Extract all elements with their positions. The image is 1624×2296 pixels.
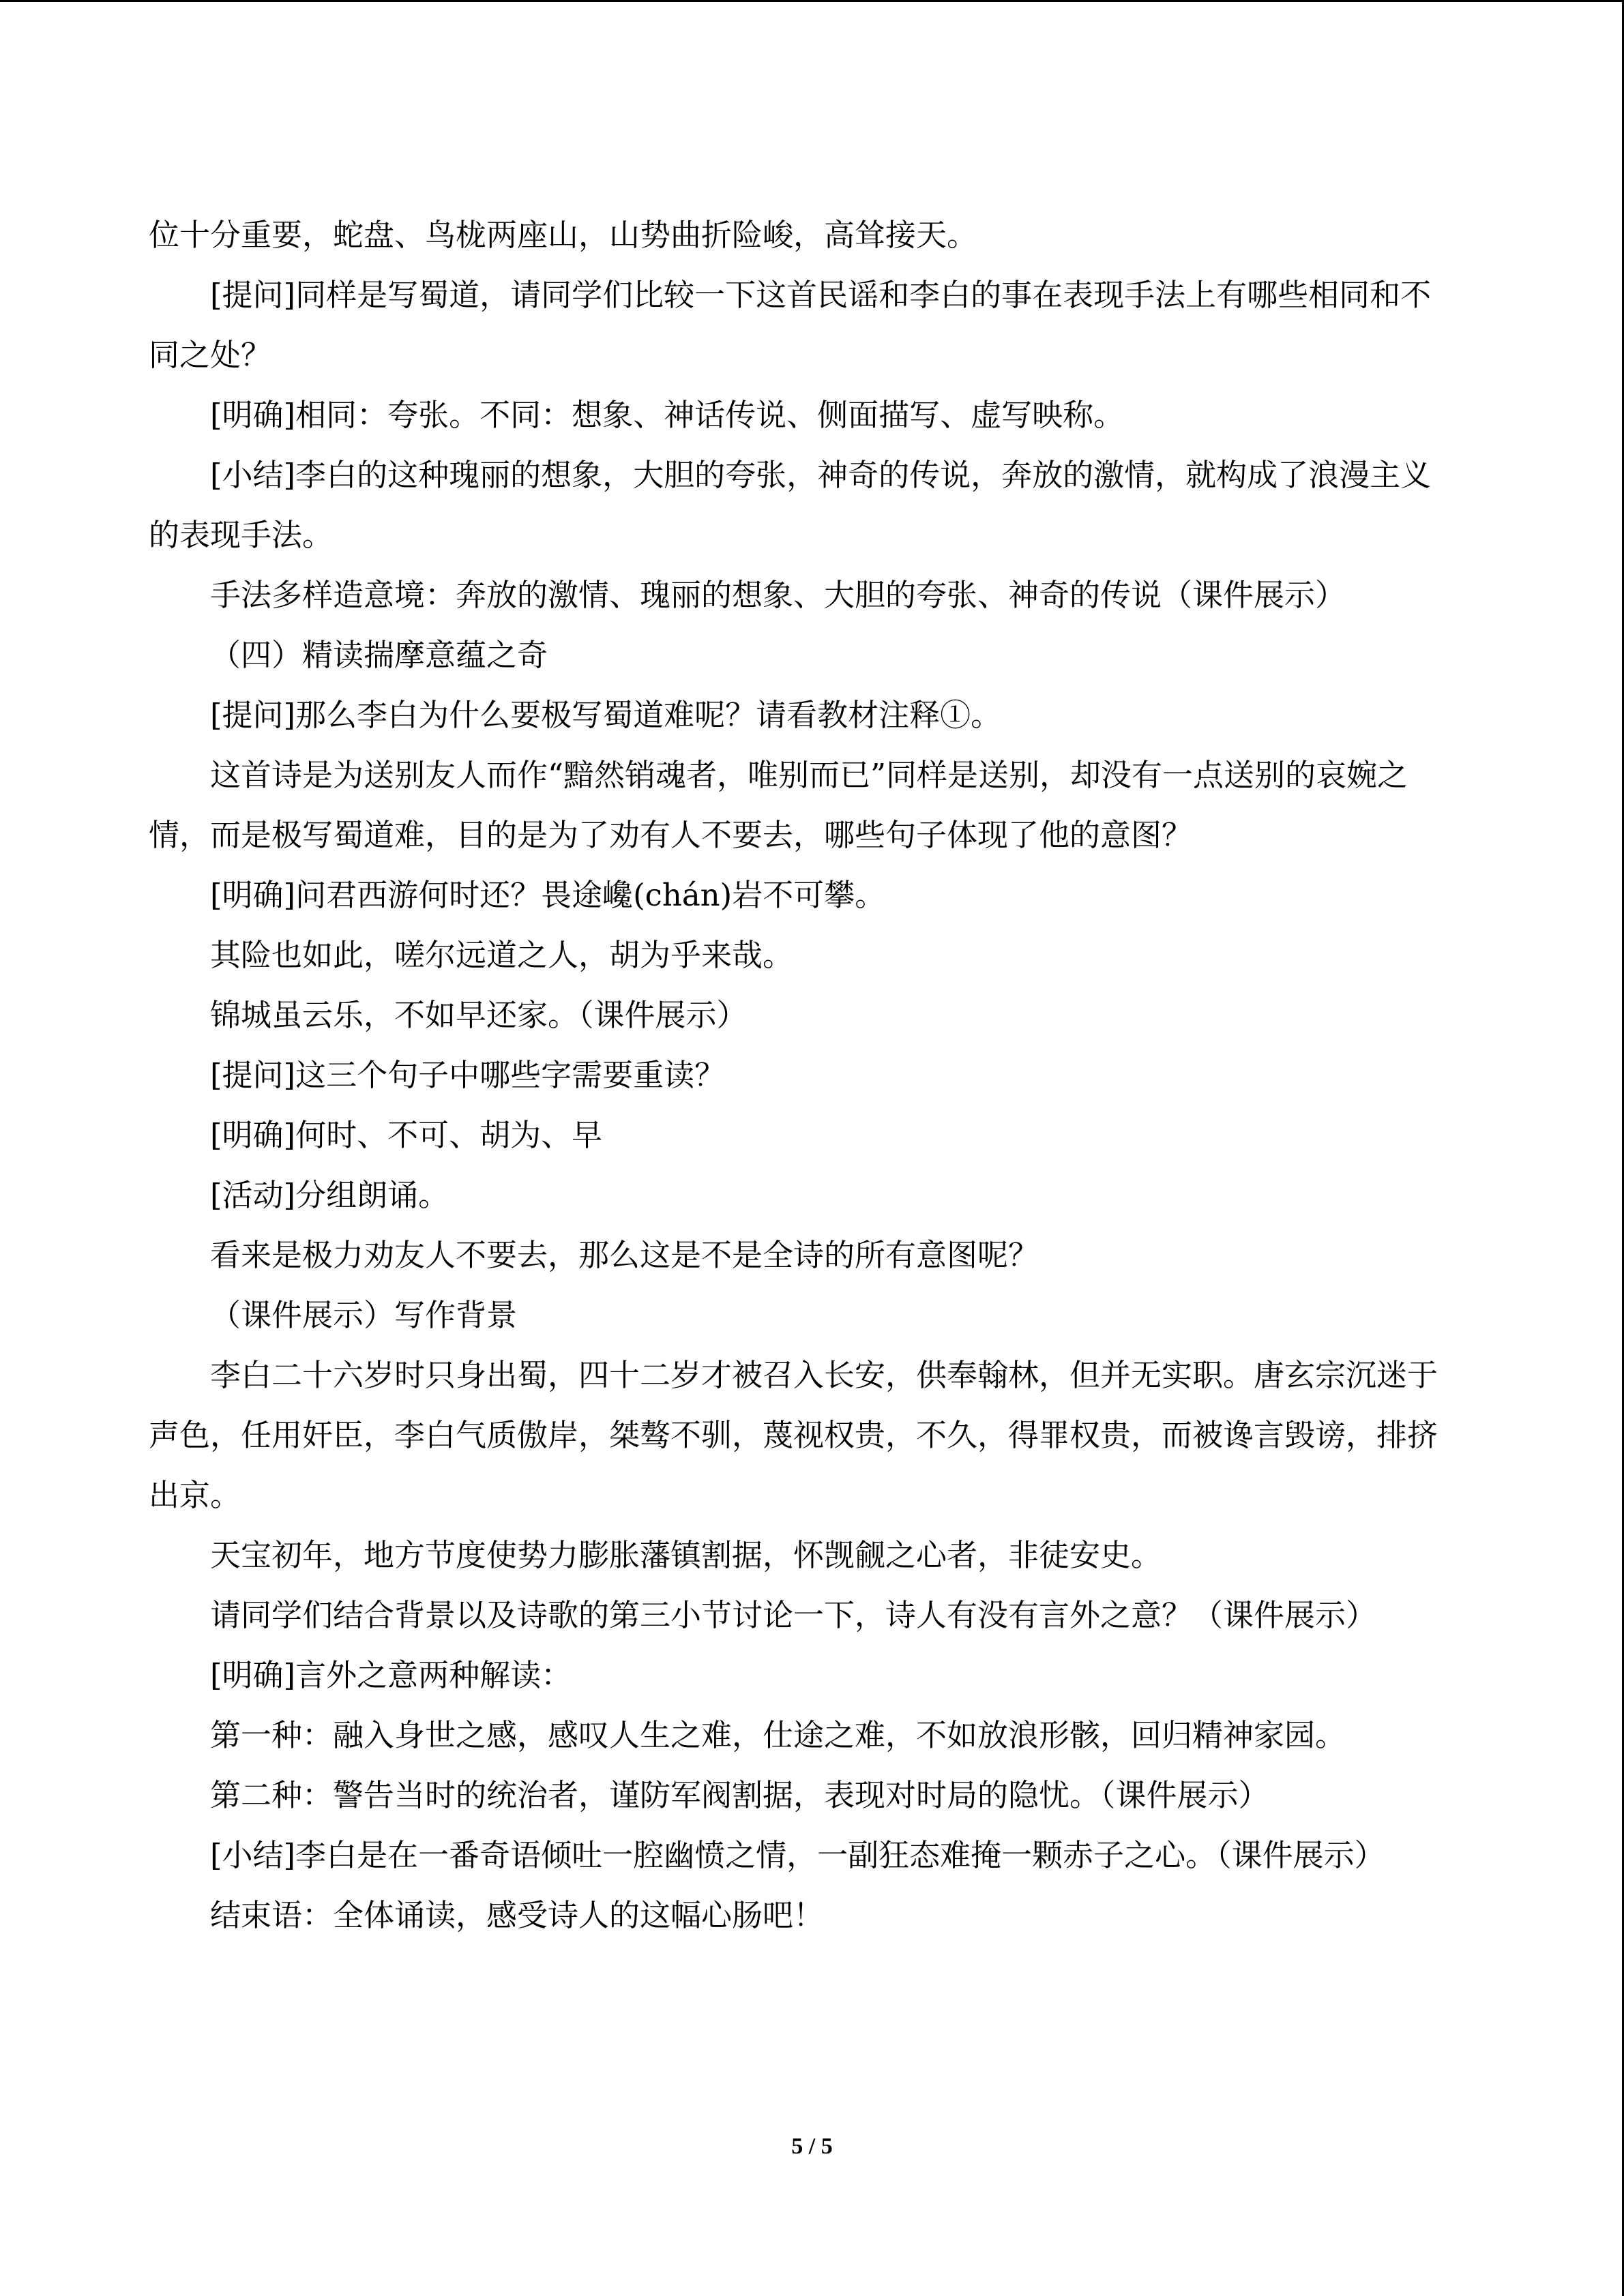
paragraph: 其险也如此，嗟尔远道之人，胡为乎来哉。 [210,937,794,973]
section-heading: （四）精读揣摩意蕴之奇 [210,637,548,673]
paragraph: 请同学们结合背景以及诗歌的第三小节讨论一下，诗人有没有言外之意？（课件展示） [210,1597,1377,1633]
paragraph: [明确]相同：夸张。不同：想象、神话传说、侧面描写、虚写映称。 [210,397,1125,433]
paragraph: [小结]李白的这种瑰丽的想象，大胆的夸张，神奇的传说，奔放的激情，就构成了浪漫主义的表现手法。 [149,457,1432,553]
paragraph: [明确]何时、不可、胡为、早 [210,1117,603,1153]
paragraph: 位十分重要，蛇盘、鸟栊两座山，山势曲折险峻，高耸接天。 [149,217,978,253]
paragraph: [小结]李白是在一番奇语倾吐一腔幽愤之情，一副狂态难掩一颗赤子之心。（课件展示） [210,1837,1385,1873]
paragraph: 看来是极力劝友人不要去，那么这是不是全诗的所有意图呢？ [210,1237,1039,1273]
paragraph: [活动]分组朗诵。 [210,1177,449,1213]
paragraph: [提问]同样是写蜀道，请同学们比较一下这首民谣和李白的事在表现手法上有哪些相同和不同之处？ [149,277,1432,373]
page-number: 5 / 5 [791,2134,833,2159]
paragraph: （课件展示）写作背景 [210,1297,518,1333]
paragraph: 结束语：全体诵读，感受诗人的这幅心肠吧！ [210,1897,825,1933]
paragraph: 第二种：警告当时的统治者，谨防军阀割据，表现对时局的隐忧。（课件展示） [210,1777,1269,1813]
paragraph: 手法多样造意境：奔放的激情、瑰丽的想象、大胆的夸张、神奇的传说（课件展示） [210,577,1346,613]
paragraph: [提问]这三个句子中哪些字需要重读？ [210,1057,726,1093]
paragraph: [明确]言外之意两种解读： [210,1657,572,1693]
paragraph: 李白二十六岁时只身出蜀，四十二岁才被召入长安，供奉翰林，但并无实职。唐玄宗沉迷于声色，任用奸臣，李白气质傲岸，桀骜不驯，蔑视权贵，不久，得罪权贵，而被谗言毁谤，排挤出京。 [149,1357,1438,1513]
paragraph: [提问]那么李白为什么要极写蜀道难呢？请看教材注释①。 [210,697,1002,733]
paragraph: 锦城虽云乐，不如早还家。（课件展示） [210,997,748,1033]
paragraph: [明确]问君西游何时还？畏途巉(chán)岩不可攀。 [210,877,886,913]
paragraph: 这首诗是为送别友人而作“黯然销魂者，唯别而已”同样是送别，却没有一点送别的哀婉之情，而是极写蜀道难，目的是为了劝有人不要去，哪些句子体现了他的意图？ [149,757,1408,853]
document-body [149,205,1457,1945]
paragraph: 天宝初年，地方节度使势力膨胀藩镇割据，怀觊觎之心者，非徒安史。 [210,1537,1162,1573]
paragraph: 第一种：融入身世之感，感叹人生之难，仕途之难，不如放浪形骸，回归精神家园。 [210,1717,1346,1753]
